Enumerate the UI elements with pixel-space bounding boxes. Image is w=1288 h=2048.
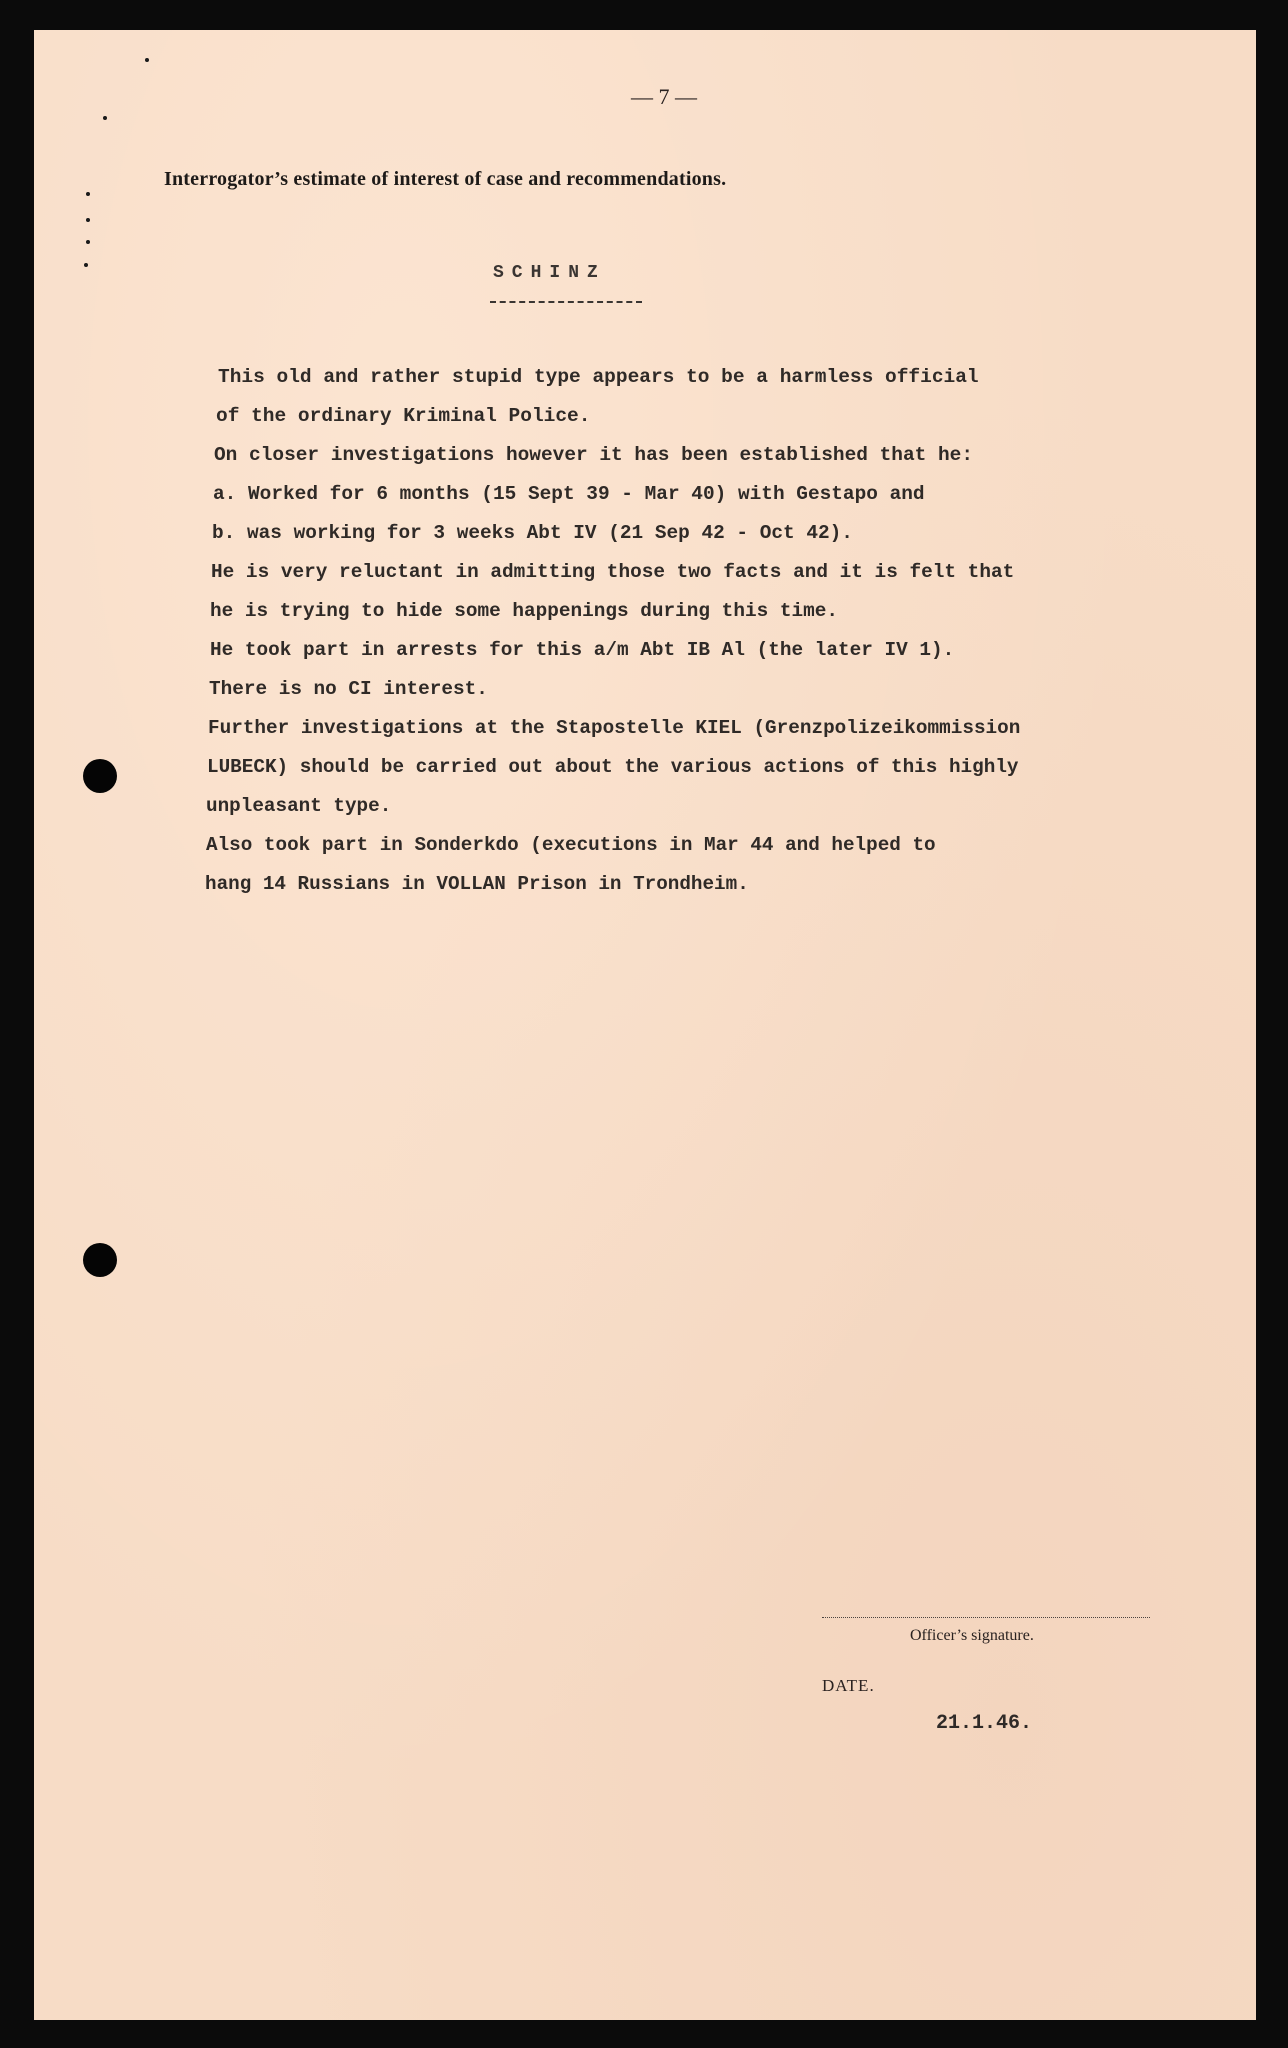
text-line: He took part in arrests for this a/m Abt IB Al (the later IV 1). xyxy=(210,639,955,661)
text-line: There is no CI interest. xyxy=(209,678,488,700)
text-line: hang 14 Russians in VOLLAN Prison in Trondheim. xyxy=(205,873,749,895)
margin-speck xyxy=(84,263,88,267)
punch-hole-upper xyxy=(83,759,117,793)
margin-speck xyxy=(86,240,90,244)
text-line: he is trying to hide some happenings during this time. xyxy=(210,600,838,622)
margin-speck xyxy=(86,192,90,196)
form-heading: Interrogator’s estimate of interest of case and recommendations. xyxy=(164,168,727,190)
margin-speck xyxy=(86,218,90,222)
subject-underline xyxy=(490,301,642,303)
punch-hole-lower xyxy=(83,1243,117,1277)
page-number: — 7 — xyxy=(631,84,697,109)
text-line: Further investigations at the Stapostelle KIEL (Grenzpolizeikommission xyxy=(208,717,1021,739)
subject-name: SCHINZ xyxy=(493,263,606,283)
text-line: of the ordinary Kriminal Police. xyxy=(216,405,591,427)
date-value: 21.1.46. xyxy=(936,1712,1033,1735)
text-line: Also took part in Sonderkdo (executions in Mar 44 and helped to xyxy=(206,834,936,856)
text-line: LUBECK) should be carried out about the various actions of this highly xyxy=(207,756,1019,778)
margin-speck xyxy=(145,58,149,62)
text-line: This old and rather stupid type appears to be a harmless official xyxy=(218,366,979,388)
text-line: On closer investigations however it has been established that he: xyxy=(214,444,974,466)
assessment-text xyxy=(205,358,1176,904)
text-line: b. was working for 3 weeks Abt IV (21 Sep 42 - Oct 42). xyxy=(212,522,853,544)
margin-speck xyxy=(103,116,107,120)
text-line: a. Worked for 6 months (15 Sept 39 - Mar 40) with Gestapo and xyxy=(213,483,925,505)
text-line: unpleasant type. xyxy=(206,795,392,817)
signature-line xyxy=(822,1617,1150,1618)
date-label: DATE. xyxy=(822,1676,875,1695)
signature-label: Officer’s signature. xyxy=(910,1627,1034,1644)
text-line: He is very reluctant in admitting those two facts and it is felt that xyxy=(211,561,1015,583)
document-page xyxy=(34,30,1256,2020)
